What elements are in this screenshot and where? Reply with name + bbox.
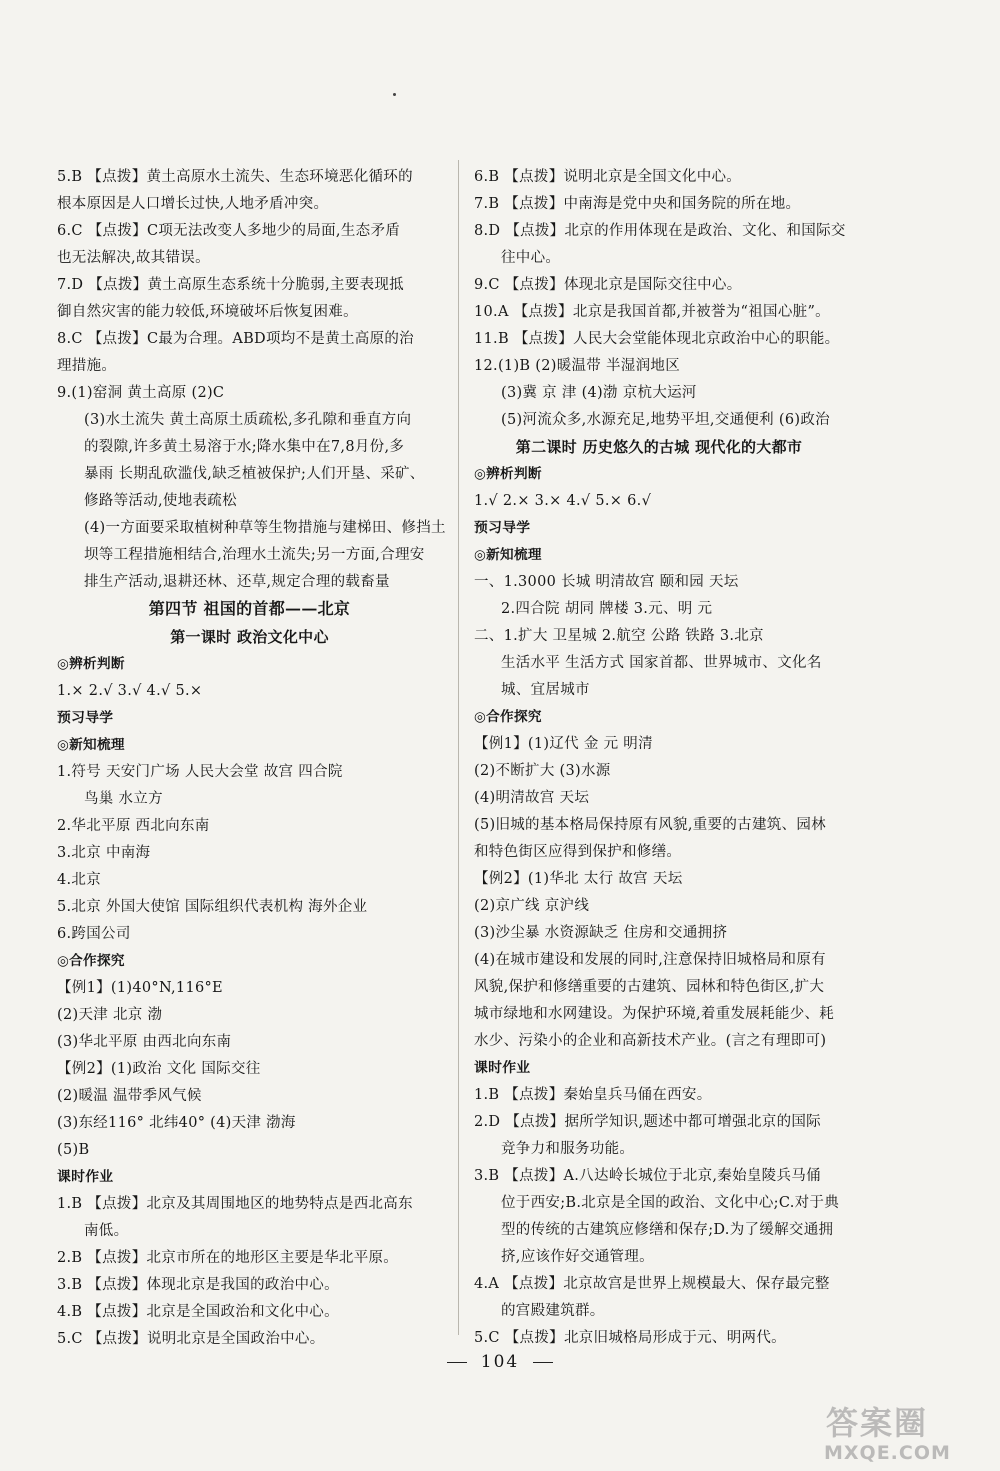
text-line: 1.√ 2.× 3.× 4.√ 5.× 6.√	[474, 493, 652, 509]
subsection-heading: ◎新知梳理	[57, 737, 125, 753]
text-line: 5.北京 外国大使馆 国际组织代表机构 海外企业	[57, 899, 368, 915]
text-line: 鸟巢 水立方	[84, 791, 163, 807]
text-line: 6.C 【点拨】C项无法改变人多地少的局面,生态矛盾	[57, 223, 401, 239]
watermark-url: MXQE.COM	[824, 1442, 951, 1464]
subsection-heading: ◎合作探究	[57, 953, 125, 969]
text-line: 坝等工程措施相结合,治理水土流失;另一方面,合理安	[84, 547, 425, 563]
text-line: 7.B 【点拨】中南海是党中央和国务院的所在地。	[474, 196, 801, 212]
text-line: 竞争力和服务功能。	[501, 1141, 635, 1157]
text-line: 9.(1)窑洞 黄土高原 (2)C	[57, 385, 225, 401]
text-line: 二、1.扩大 卫星城 2.航空 公路 铁路 3.北京	[474, 628, 764, 644]
text-line: 7.D 【点拨】黄土高原生态系统十分脆弱,主要表现抵	[57, 277, 404, 293]
subsection-heading: ◎合作探究	[474, 709, 542, 725]
text-line: 3.北京 中南海	[57, 845, 151, 861]
text-line: 理措施。	[57, 358, 117, 374]
text-line: 3.B 【点拨】体现北京是我国的政治中心。	[57, 1277, 339, 1293]
text-line: 往中心。	[501, 250, 561, 266]
text-line: 型的传统的古建筑应修缮和保存;D.为了缓解交通拥	[501, 1222, 834, 1238]
text-line: 1.× 2.√ 3.√ 4.√ 5.×	[57, 683, 203, 699]
scan-speck	[393, 93, 396, 96]
text-line: 1.符号 天安门广场 人民大会堂 故宫 四合院	[57, 764, 343, 780]
text-line: (4)一方面要采取植树种草等生物措施与建梯田、修挡土	[84, 520, 446, 536]
footer-dash	[447, 1362, 467, 1364]
text-line: (5)B	[57, 1142, 90, 1158]
text-line: 1.B 【点拨】秦始皇兵马俑在西安。	[474, 1087, 712, 1103]
subsection-heading: 预习导学	[474, 520, 531, 536]
text-line: 5.C 【点拨】说明北京是全国政治中心。	[57, 1331, 325, 1347]
text-line: 生活水平 生活方式 国家首都、世界城市、文化名	[501, 655, 822, 671]
footer-dash	[533, 1362, 553, 1364]
text-line: 城市绿地和水网建设。为保护环境,着重发展耗能少、耗	[474, 1006, 835, 1022]
text-line: 4.北京	[57, 872, 102, 888]
text-line: 【例2】(1)政治 文化 国际交往	[57, 1061, 261, 1077]
text-line: 【例2】(1)华北 太行 故宫 天坛	[474, 871, 683, 887]
text-line: 8.C 【点拨】C最为合理。ABD项均不是黄土高原的治	[57, 331, 414, 347]
text-line: (5)河流众多,水源充足,地势平坦,交通便利 (6)政治	[501, 412, 830, 428]
text-line: (4)明清故宫 天坛	[474, 790, 590, 806]
subsection-heading: 课时作业	[474, 1060, 531, 1076]
subsection-heading: ◎辨析判断	[474, 466, 542, 482]
text-line: 御自然灾害的能力较低,环境破坏后恢复困难。	[57, 304, 358, 320]
text-line: (2)天津 北京 渤	[57, 1007, 163, 1023]
text-line: 1.B 【点拨】北京及其周围地区的地势特点是西北高东	[57, 1196, 413, 1212]
text-line: 5.C 【点拨】北京旧城格局形成于元、明两代。	[474, 1330, 786, 1346]
text-line: (5)旧城的基本格局保持原有风貌,重要的古建筑、园林	[474, 817, 826, 833]
text-line: 和特色街区应得到保护和修缮。	[474, 844, 682, 860]
text-line: 2.D 【点拨】据所学知识,题述中都可增强北京的国际	[474, 1114, 821, 1130]
text-line: 2.华北平原 西北向东南	[57, 818, 210, 834]
subsection-heading: 课时作业	[57, 1169, 114, 1185]
text-line: 【例1】(1)辽代 金 元 明清	[474, 736, 653, 752]
text-line: (3)冀 京 津 (4)渤 京杭大运河	[501, 385, 697, 401]
text-line: 4.A 【点拨】北京故宫是世界上规模最大、保存最完整	[474, 1276, 830, 1292]
right-column	[474, 168, 844, 1356]
text-line: 5.B 【点拨】黄土高原水土流失、生态环境恶化循环的	[57, 169, 413, 185]
lesson-title: 第一课时 政治文化中心	[170, 628, 329, 646]
text-line: (3)东经116° 北纬40° (4)天津 渤海	[57, 1115, 296, 1131]
text-line: 位于西安;B.北京是全国的政治、文化中心;C.对于典	[501, 1195, 840, 1211]
text-line: 的宫殿建筑群。	[501, 1303, 605, 1319]
text-line: 一、1.3000 长城 明清故宫 颐和园 天坛	[474, 574, 739, 590]
text-line: (3)水土流失 黄土高原土质疏松,多孔隙和垂直方向	[84, 412, 412, 428]
page-footer	[0, 1352, 1000, 1372]
text-line: (2)不断扩大 (3)水源	[474, 763, 611, 779]
text-line: 的裂隙,许多黄土易溶于水;降水集中在7,8月份,多	[84, 439, 405, 455]
text-line: 南低。	[84, 1223, 129, 1239]
text-line: 修路等活动,使地表疏松	[84, 493, 237, 509]
text-line: (3)华北平原 由西北向东南	[57, 1034, 232, 1050]
text-line: 排生产活动,退耕还林、还草,规定合理的载畜量	[84, 574, 390, 590]
text-line: 3.B 【点拨】A.八达岭长城位于北京,秦始皇陵兵马俑	[474, 1168, 821, 1184]
subsection-heading: 预习导学	[57, 710, 114, 726]
text-line: 风貌,保护和修缮重要的古建筑、园林和特色街区,扩大	[474, 979, 825, 995]
lesson-title: 第二课时 历史悠久的古城 现代化的大都市	[515, 438, 803, 456]
text-line: 也无法解决,故其错误。	[57, 250, 210, 266]
text-line: 城、宜居城市	[501, 682, 590, 698]
page-number: 104	[480, 1352, 520, 1372]
watermark	[820, 1398, 990, 1466]
text-line: 挤,应该作好交通管理。	[501, 1249, 654, 1265]
text-line: 【例1】(1)40°N,116°E	[57, 980, 223, 996]
subsection-heading: ◎新知梳理	[474, 547, 542, 563]
section-title: 第四节 祖国的首都——北京	[148, 599, 351, 618]
text-line: (3)沙尘暴 水资源缺乏 住房和交通拥挤	[474, 925, 728, 941]
text-line: 2.四合院 胡同 牌楼 3.元、明 元	[501, 601, 713, 617]
text-line: 8.D 【点拨】北京的作用体现在是政治、文化、和国际交	[474, 223, 846, 239]
text-line: 根本原因是人口增长过快,人地矛盾冲突。	[57, 196, 329, 212]
text-line: 12.(1)B (2)暖温带 半湿润地区	[474, 358, 681, 374]
text-line: (2)暖温 温带季风气候	[57, 1088, 202, 1104]
text-line: 2.B 【点拨】北京市所在的地形区主要是华北平原。	[57, 1250, 399, 1266]
text-line: 6.跨国公司	[57, 926, 131, 942]
column-divider	[458, 160, 459, 1335]
subsection-heading: ◎辨析判断	[57, 656, 125, 672]
text-line: (4)在城市建设和发展的同时,注意保持旧城格局和原有	[474, 952, 826, 968]
text-line: (2)京广线 京沪线	[474, 898, 590, 914]
text-line: 9.C 【点拨】体现北京是国际交往中心。	[474, 277, 742, 293]
text-line: 6.B 【点拨】说明北京是全国文化中心。	[474, 169, 742, 185]
text-line: 11.B 【点拨】人民大会堂能体现北京政治中心的职能。	[474, 331, 840, 347]
text-line: 4.B 【点拨】北京是全国政治和文化中心。	[57, 1304, 339, 1320]
text-line: 水少、污染小的企业和高新技术产业。(言之有理即可)	[474, 1033, 827, 1049]
text-line: 暴雨 长期乱砍滥伐,缺乏植被保护;人们开垦、采矿、	[84, 466, 425, 482]
watermark-logo: 答案圈	[826, 1404, 929, 1442]
left-column	[57, 168, 446, 1357]
text-line: 10.A 【点拨】北京是我国首都,并被誉为“祖国心脏”。	[474, 304, 830, 320]
